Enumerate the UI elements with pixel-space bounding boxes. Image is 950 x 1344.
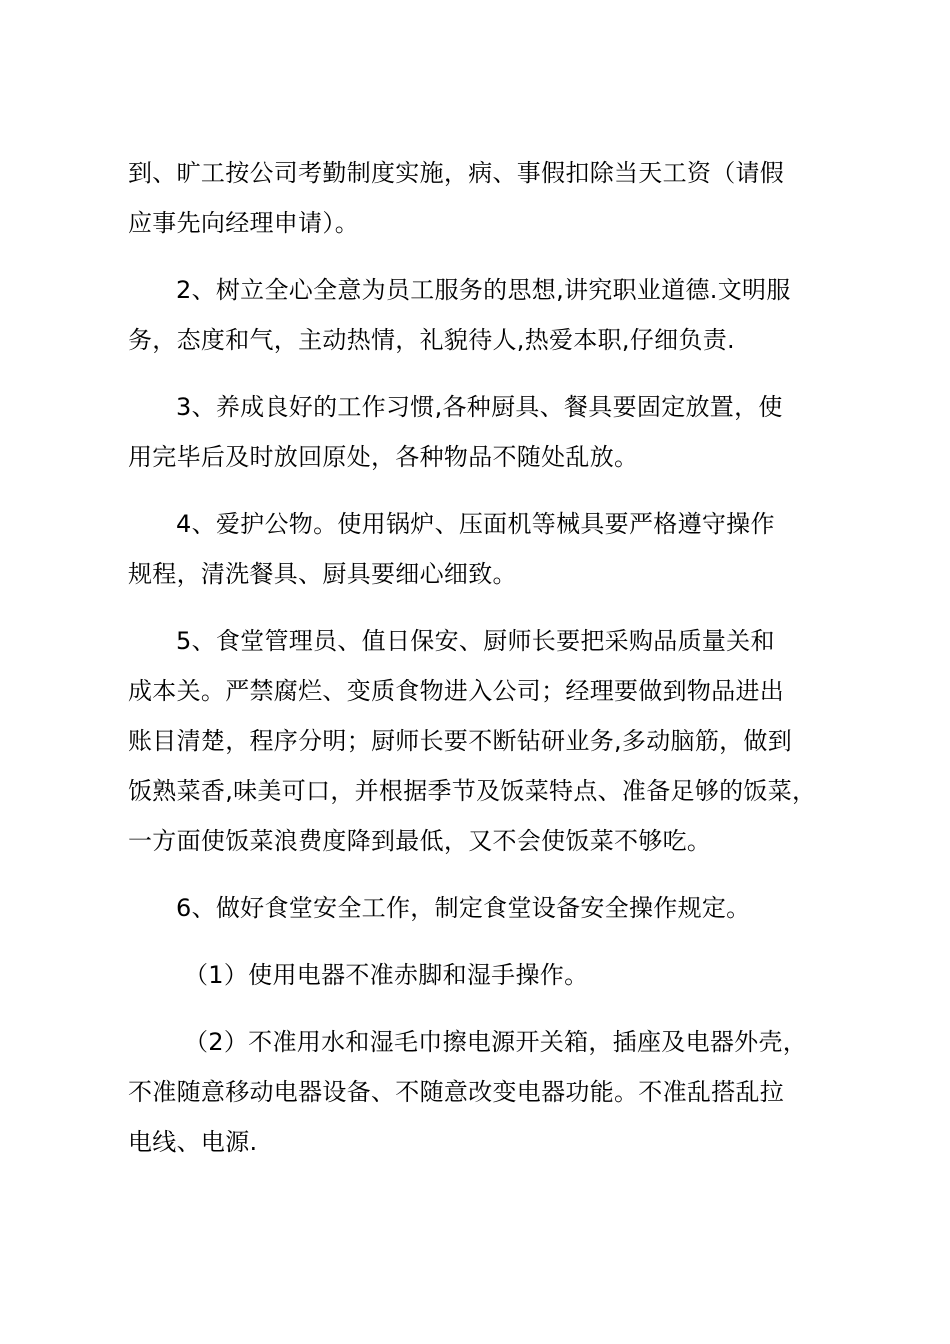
text-line: 6、做好食堂安全工作，制定食堂设备安全操作规定。 xyxy=(176,894,751,922)
text-line: 不准随意移动电器设备、不随意改变电器功能。不准乱搭乱拉 xyxy=(128,1078,785,1106)
paragraph-item-5 xyxy=(128,616,828,866)
document-body xyxy=(128,148,828,1184)
text-line: 到、旷工按公司考勤制度实施，病、事假扣除当天工资（请假 xyxy=(128,159,785,187)
text-line: 3、养成良好的工作习惯,各种厨具、餐具要固定放置，使 xyxy=(176,393,783,421)
text-line: 饭熟菜香,味美可口，并根据季节及饭菜特点、准备足够的饭菜， xyxy=(128,777,817,805)
paragraph-item-2 xyxy=(128,265,828,365)
text-line: 用完毕后及时放回原处，各种物品不随处乱放。 xyxy=(128,443,639,471)
paragraph-item-4 xyxy=(128,499,828,599)
text-line: 电线、电源. xyxy=(128,1128,258,1156)
paragraph-item-6 xyxy=(128,883,828,933)
text-line: 5、食堂管理员、值日保安、厨师长要把采购品质量关和 xyxy=(176,627,775,655)
text-line: （2）不准用水和湿毛巾擦电源开关箱，插座及电器外壳， xyxy=(184,1028,808,1056)
paragraph-item-3 xyxy=(128,382,828,482)
text-line: 务，态度和气，主动热情，礼貌待人,热爱本职,仔细负责. xyxy=(128,326,735,354)
text-line: 应事先向经理申请）。 xyxy=(128,209,359,237)
text-line: 规程，清洗餐具、厨具要细心细致。 xyxy=(128,560,517,588)
text-line: 2、树立全心全意为员工服务的思想,讲究职业道德.文明服 xyxy=(176,276,791,304)
paragraph-subitem-2 xyxy=(128,1017,828,1167)
text-line: 账目清楚，程序分明；厨师长要不断钻研业务,多动脑筋，做到 xyxy=(128,727,793,755)
text-line: （1）使用电器不准赤脚和湿手操作。 xyxy=(184,961,589,989)
paragraph-attendance-continuation xyxy=(128,148,828,248)
text-line: 成本关。严禁腐烂、变质食物进入公司；经理要做到物品进出 xyxy=(128,677,785,705)
text-line: 4、爱护公物。使用锅炉、压面机等械具要严格遵守操作 xyxy=(176,510,775,538)
paragraph-subitem-1 xyxy=(128,950,828,1000)
text-line: 一方面使饭菜浪费度降到最低，又不会使饭菜不够吃。 xyxy=(128,827,712,855)
